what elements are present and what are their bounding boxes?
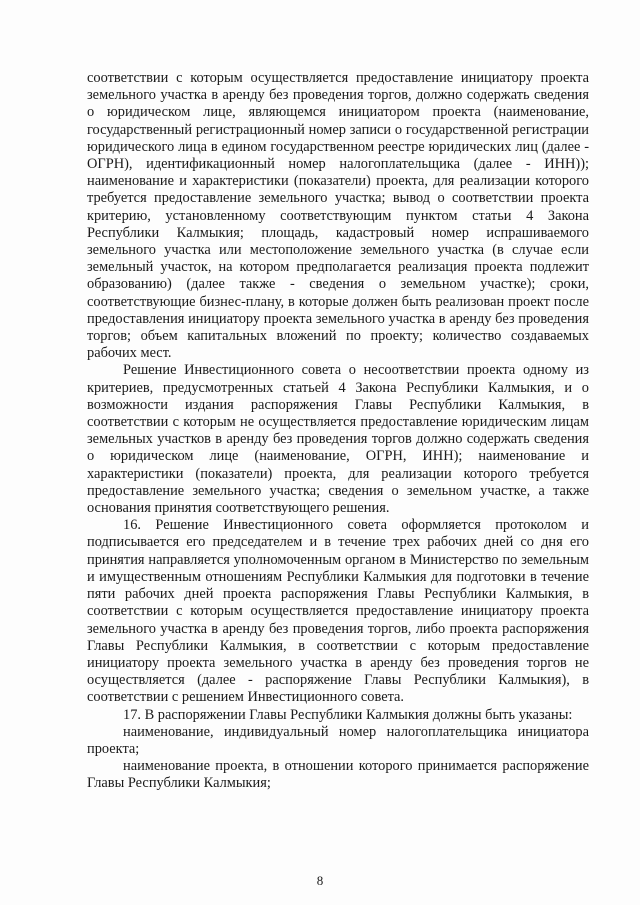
paragraph-noncompliance-decision: Решение Инвестиционного совета о несоответствии проекта одному из критериев, предусмотренных статьей 4 Закона Республики Калмыкия, и о возможности издания распоряжения Главы Республики Калмыкия, в соответствии с которым не осуществляется предоставление юридическим лицам земельных участков в аренду без проведения торгов должно содержать сведения о юридическом лице (наименование, ОГРН, ИНН); наименование и характеристики (показатели) проекта, для реализации которого требуется предоставление земельного участка; сведения о земельном участке, а также основания принятия соответствующего решения. <box>87 362 589 517</box>
body-text <box>87 70 589 793</box>
page-number: 8 <box>316 873 324 888</box>
paragraph-clause-16: 16. Решение Инвестиционного совета оформляется протоколом и подписывается его председателем и в течение трех рабочих дней со дня его принятия направляется уполномоченным органом в Министерство по земельным и имущественным отношениям Республики Калмыкия для подготовки в течение пяти рабочих дней проекта распоряжения Главы Республики Калмыкия, в соответствии с которым осуществляется предоставление инициатору проекта земельного участка в аренду без проведения торгов, либо проекта распоряжения Главы Республики Калмыкия, в соответствии с которым предоставление инициатору проекта земельного участка в аренду без проведения торгов не осуществляется (далее - распоряжение Главы Республики Калмыкия), в соответствии с решением Инвестиционного совета. <box>87 517 589 706</box>
paragraph-continuation: соответствии с которым осуществляется предоставление инициатору проекта земельного участка в аренду без проведения торгов, должно содержать сведения о юридическом лице, являющемся инициатором проекта (наименование, государственный регистрационный номер записи о государственной регистрации юридического лица в едином государственном реестре юридических лиц (далее - ОГРН), идентификационный номер налогоплательщика (далее - ИНН)); наименование и характеристики (показатели) проекта, для реализации которого требуется предоставление земельного участка; вывод о соответствии проекта критерию, установленному соответствующим пунктом статьи 4 Закона Республики Калмыкия; площадь, кадастровый номер испрашиваемого земельного участка или местоположение земельного участка (в случае если земельный участок, на котором предполагается реализация проекта подлежит образованию) (далее также - сведения о земельном участке); сроки, соответствующие бизнес-плану, в которые должен быть реализован проект после предоставления инициатору проекта земельного участка в аренду без проведения торгов; объем капитальных вложений по проекту; количество создаваемых рабочих мест. <box>87 70 589 362</box>
list-item-project-name: наименование проекта, в отношении которого принимается распоряжение Главы Республики Калмыкия; <box>87 758 589 792</box>
list-item-initiator-name: наименование, индивидуальный номер налогоплательщика инициатора проекта; <box>87 723 589 757</box>
paragraph-clause-17: 17. В распоряжении Главы Республики Калмыкия должны быть указаны: <box>123 706 573 723</box>
